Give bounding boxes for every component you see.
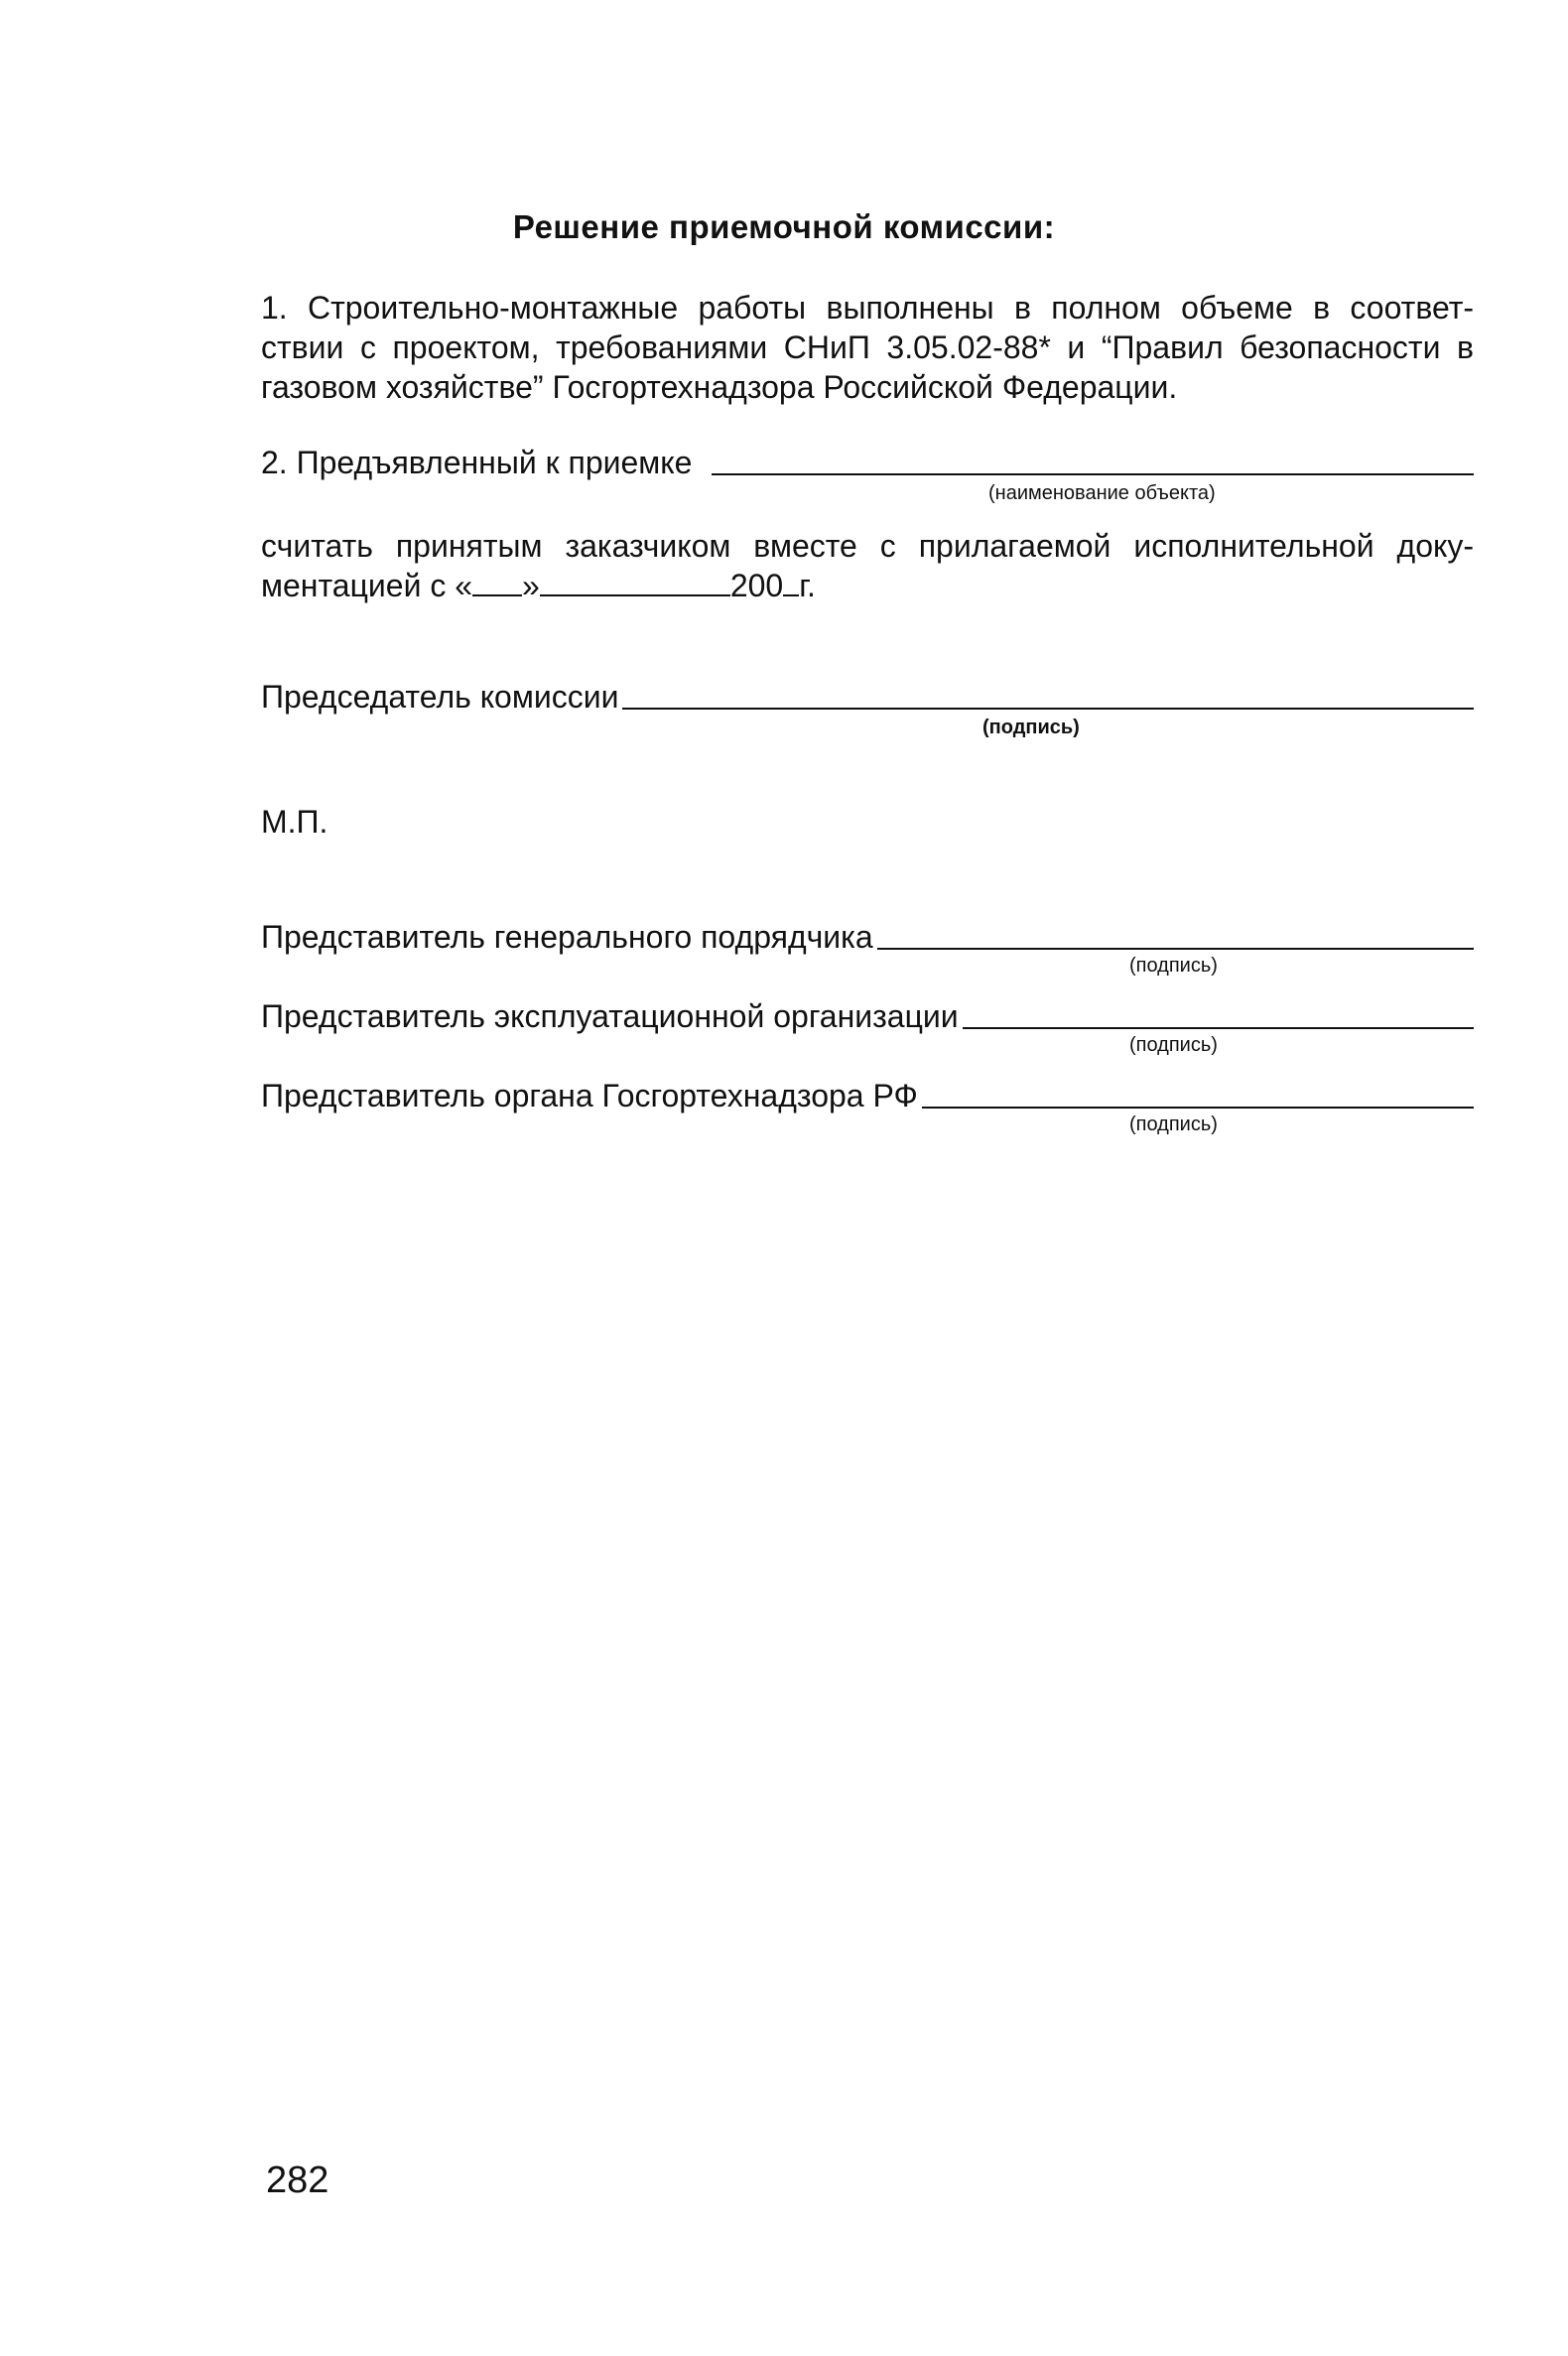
signature-row-operating-organization	[261, 998, 1474, 1035]
item-1-line: 1. Строительно-монтажные работы выполнены в полном объеме в соответ-	[261, 290, 1474, 326]
day-blank[interactable]	[472, 569, 522, 596]
object-name-label: 2. Предъявленный к приемке	[261, 445, 693, 480]
chairman-field	[261, 679, 1474, 716]
chairman-signature-blank[interactable]	[622, 708, 1474, 710]
object-name-blank[interactable]	[712, 473, 1474, 475]
signature-blank[interactable]	[877, 948, 1474, 950]
date-prefix: ментацией с «	[261, 568, 473, 603]
year-suffix: г.	[799, 568, 816, 603]
document-title: Решение приемочной комиссии:	[512, 208, 1056, 245]
item-1-paragraph	[261, 288, 1474, 407]
item-2-line: считать принятым заказчиком вместе с прилагаемой исполнительной доку-	[261, 528, 1474, 564]
item-2-paragraph	[261, 526, 1474, 605]
signature-caption: (подпись)	[1129, 1113, 1218, 1135]
year-prefix: 200	[729, 568, 784, 603]
page-number: 282	[266, 2160, 329, 2201]
object-name-caption: (наименование объекта)	[988, 482, 1216, 504]
signature-label: Представитель эксплуатационной организации	[261, 998, 959, 1034]
signature-row-general-contractor	[261, 919, 1474, 956]
chairman-label: Председатель комиссии	[261, 679, 619, 715]
seal-mark: М.П.	[261, 804, 328, 840]
signature-label: Представитель генерального подрядчика	[261, 919, 873, 955]
signature-blank[interactable]	[922, 1107, 1474, 1109]
object-name-field	[261, 445, 1474, 481]
item-1-line: газовом хозяйстве” Госгортехнадзора Российской Федерации.	[261, 369, 1178, 405]
signature-label: Представитель органа Госгортехнадзора РФ	[261, 1078, 918, 1113]
month-blank[interactable]	[540, 569, 730, 596]
signature-caption: (подпись)	[1129, 1034, 1218, 1056]
acceptance-date-line	[261, 566, 1474, 605]
signature-row-gosgortekhnadzor	[261, 1078, 1474, 1114]
date-mid: »	[522, 568, 540, 603]
item-1-line: ствии с проектом, требованиями СНиП 3.05.02-88* и “Правил безопасности в	[261, 329, 1474, 365]
chairman-caption: (подпись)	[982, 717, 1080, 738]
signature-caption: (подпись)	[1129, 955, 1218, 977]
signature-blank[interactable]	[963, 1027, 1474, 1029]
year-blank[interactable]	[783, 569, 799, 596]
